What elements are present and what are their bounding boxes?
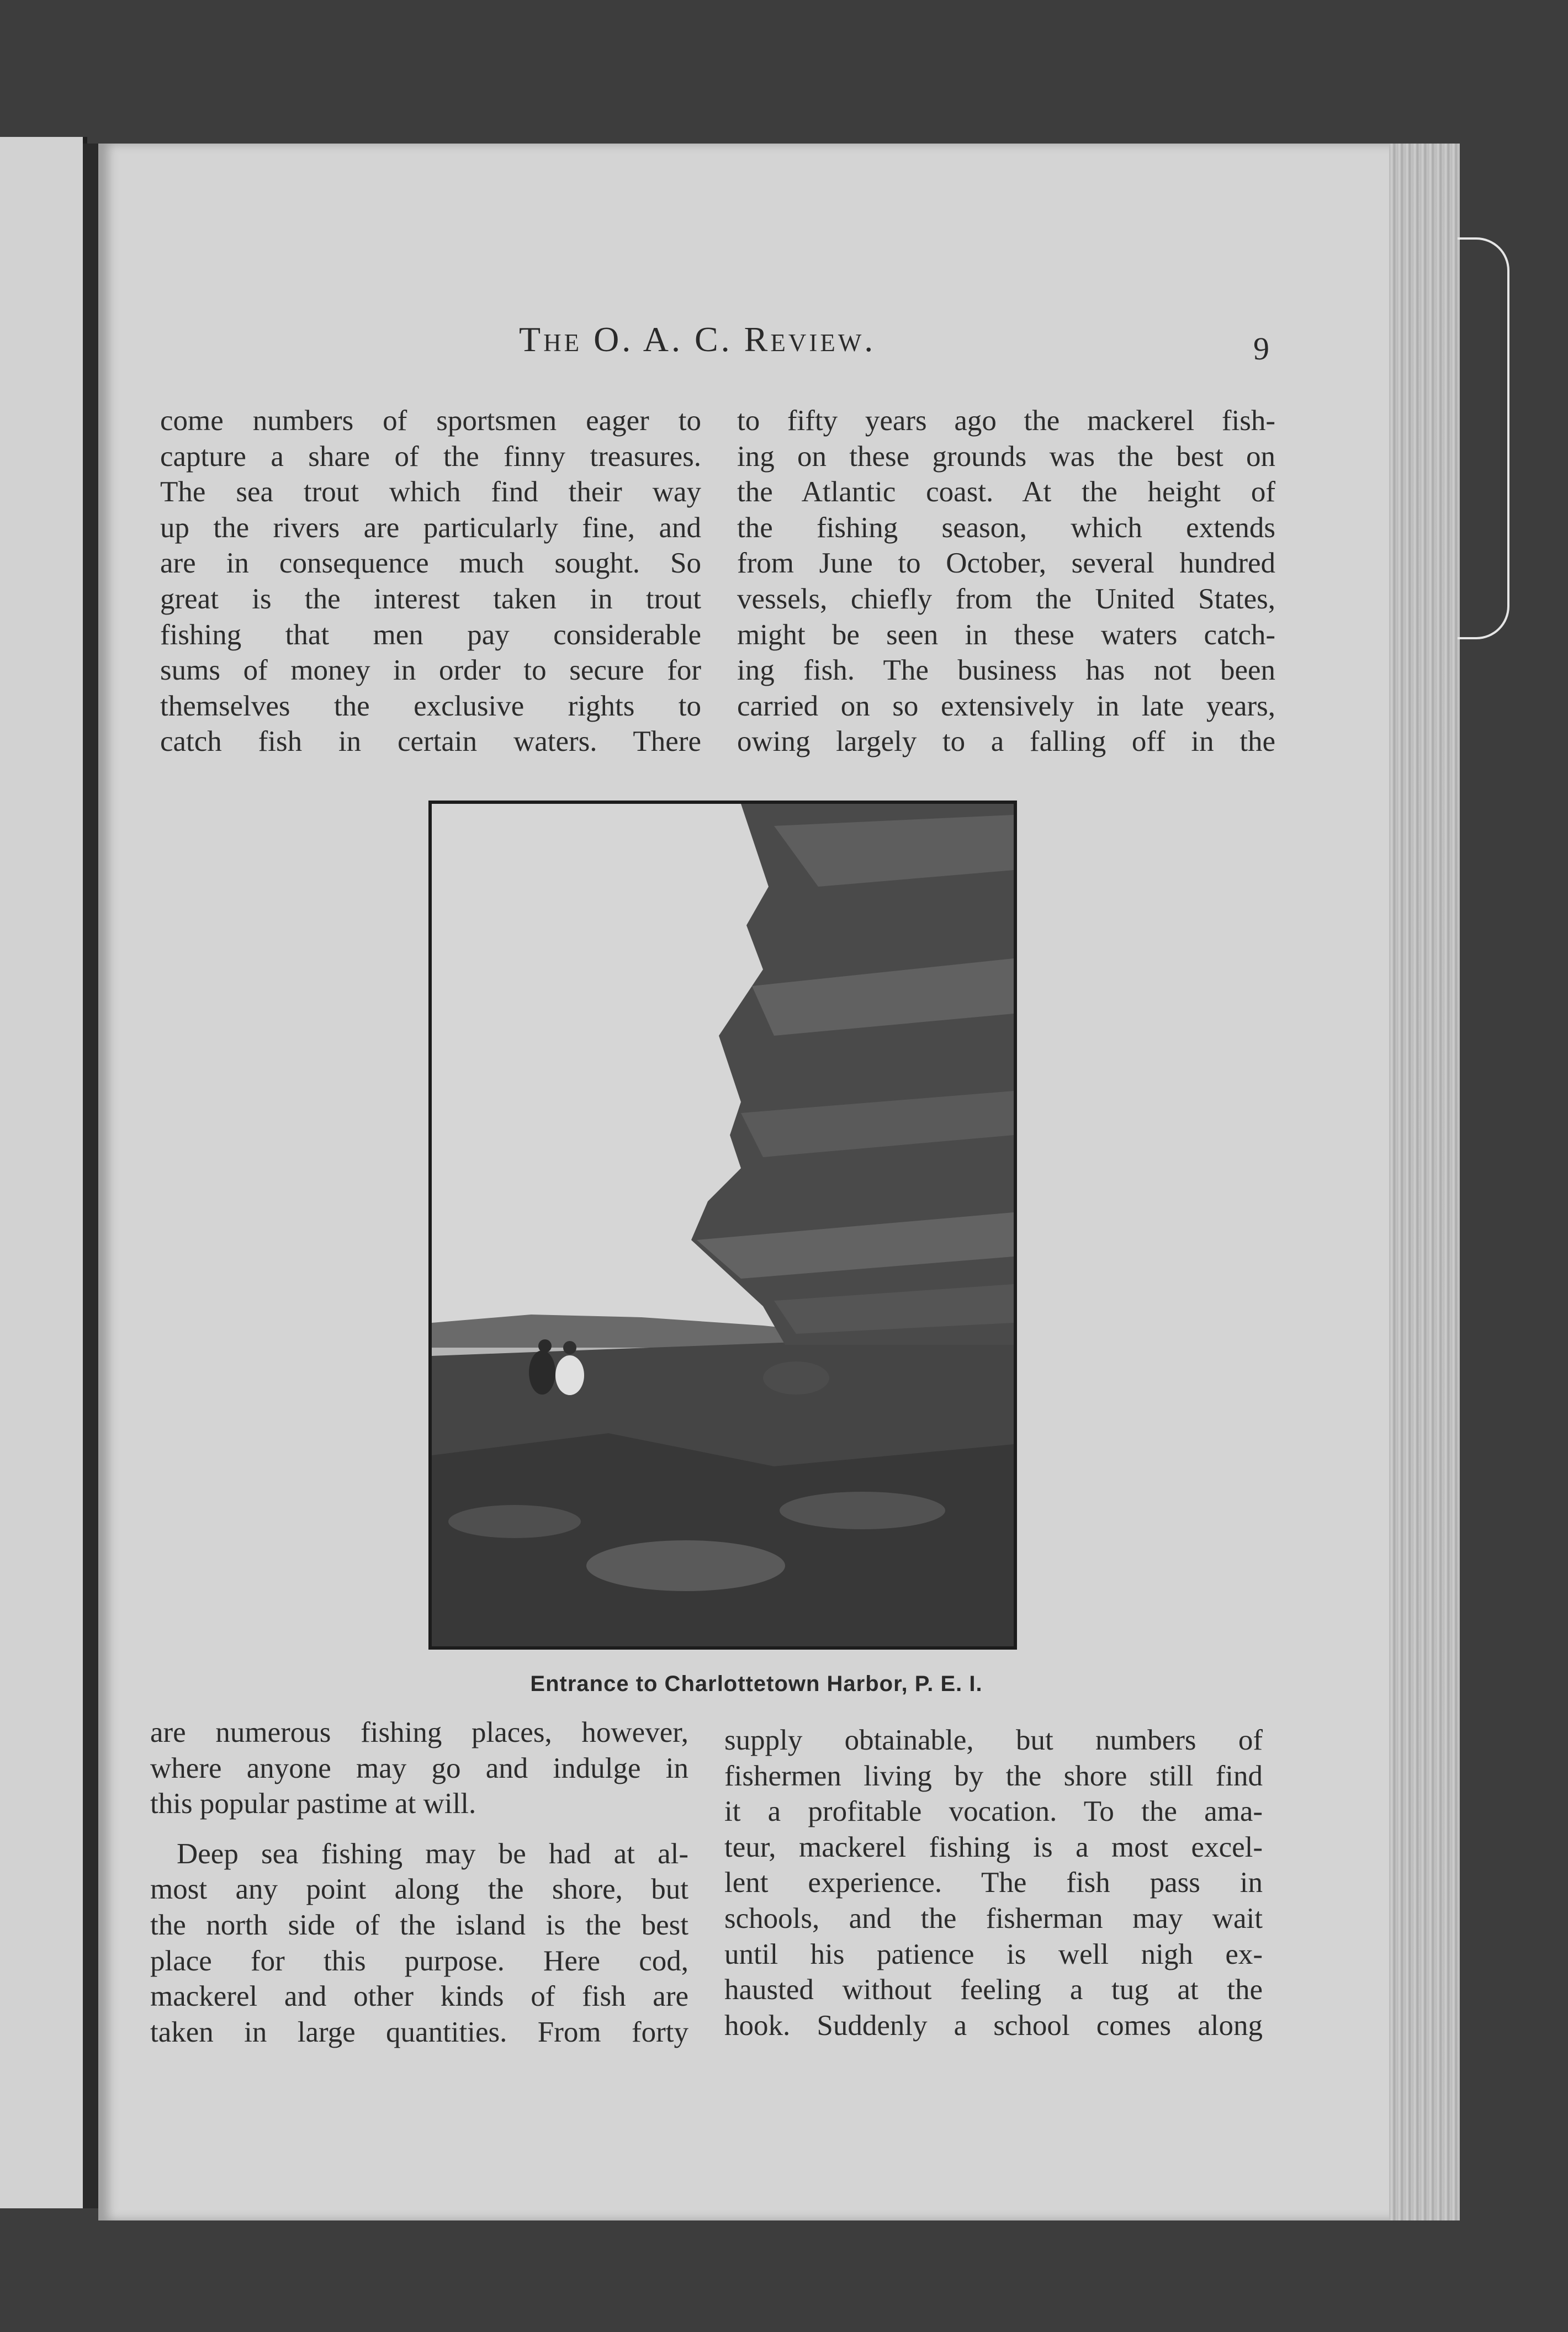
- text-line: carried on so extensively in late years,: [737, 690, 1275, 722]
- text-line: hausted without feeling a tug at the: [724, 1974, 1263, 2006]
- text-line: mackerel and other kinds of fish are: [150, 1980, 688, 2013]
- photo-caption: Entrance to Charlottetown Harbor, P. E. I.: [530, 1672, 983, 1696]
- text-line: fishermen living by the shore still find: [724, 1759, 1263, 1792]
- text-line: are numerous fishing places, however,: [150, 1716, 688, 1748]
- text-line: capture a share of the finny treasures.: [160, 440, 701, 473]
- text-line: the north side of the island is the best: [150, 1909, 688, 1941]
- text-line: from June to October, several hundred: [737, 547, 1275, 580]
- lower-right-column: [724, 1723, 1263, 2043]
- text-line: are in consequence much sought. So: [160, 547, 701, 580]
- upper-right-column: [737, 403, 1275, 760]
- text-line: ing on these grounds was the best on: [737, 440, 1275, 473]
- text-line: The sea trout which find their way: [160, 476, 701, 508]
- text-line: taken in large quantities. From forty: [150, 2016, 688, 2048]
- text-line: the fishing season, which extends: [737, 511, 1275, 544]
- text-line: where anyone may go and indulge in: [150, 1752, 688, 1784]
- text-line: catch fish in certain waters. There: [160, 725, 701, 758]
- text-line: vessels, chiefly from the United States,: [737, 582, 1275, 615]
- text-line: lent experience. The fish pass in: [724, 1867, 1263, 1899]
- page-number: 9: [1253, 331, 1269, 367]
- text-line: themselves the exclusive rights to: [160, 690, 701, 722]
- text-line: ing fish. The business has not been: [737, 654, 1275, 687]
- text-line: supply obtainable, but numbers of: [724, 1724, 1263, 1756]
- running-header: The O. A. C. Review.: [519, 320, 876, 359]
- text-line: come numbers of sportsmen eager to: [160, 405, 701, 437]
- text-line: great is the interest taken in trout: [160, 582, 701, 615]
- text-line: sums of money in order to secure for: [160, 654, 701, 687]
- facing-page: [0, 137, 87, 2208]
- text-line: hook. Suddenly a school comes along: [724, 2009, 1263, 2042]
- text-line: up the rivers are particularly fine, and: [160, 511, 701, 544]
- text-line: place for this purpose. Here cod,: [150, 1944, 688, 1977]
- harbor-photograph: [428, 801, 1017, 1650]
- text-line: fishing that men pay considerable: [160, 618, 701, 651]
- page-edges: [1389, 144, 1460, 2220]
- text-line: might be seen in these waters catch-: [737, 618, 1275, 651]
- text-line: it a profitable vocation. To the ama-: [724, 1795, 1263, 1828]
- lower-left-column: [150, 1715, 688, 2050]
- upper-left-column: [160, 403, 701, 760]
- text-line: Deep sea fishing may be had at al-: [177, 1837, 688, 1870]
- text-line: to fifty years ago the mackerel fish-: [737, 405, 1275, 437]
- text-line: owing largely to a falling off in the: [737, 725, 1275, 758]
- text-line: most any point along the shore, but: [150, 1873, 688, 1906]
- stray-thread: [1458, 237, 1509, 639]
- text-line: schools, and the fisherman may wait: [724, 1902, 1263, 1935]
- text-line: the Atlantic coast. At the height of: [737, 476, 1275, 508]
- text-line: this popular pastime at will.: [150, 1788, 476, 1820]
- text-line: until his patience is well nigh ex-: [724, 1938, 1263, 1970]
- cliff-illustration: [432, 804, 1014, 1646]
- text-line: teur, mackerel fishing is a most excel-: [724, 1831, 1263, 1863]
